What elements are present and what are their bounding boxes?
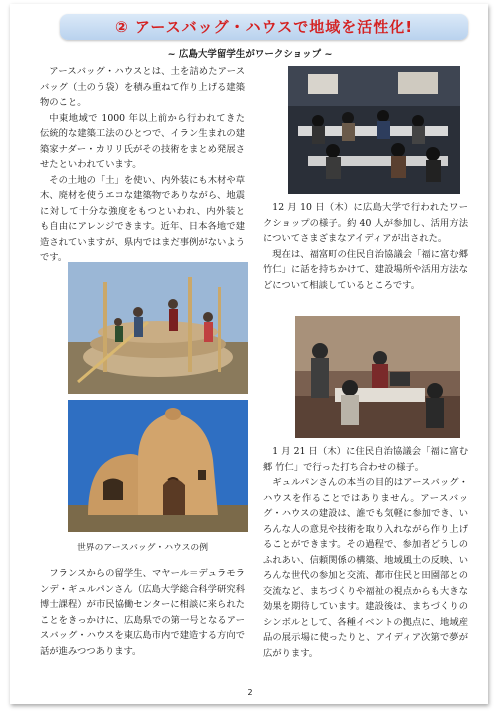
page-number: 2 <box>247 688 253 697</box>
right-column-text-top <box>263 200 468 293</box>
paragraph: ギュルパンさんの本当の目的はアースバッグ・ハウスを作ることではありません。アースバッグ・ハウスの建設は、誰でも気軽に参加でき、いろんな人の意見や技術を取り入れながら作り上げることができます。その過程で、参加者どうしのふれあい、信頼関係の構築、地域風土の反映、いろんな世代の参加と交流、都市住民と田園部との交流など、まちづくりや福祉の視点からも大きな効果を期待しています。建設後は、まちづくりのシンボルとして、各種イベントの拠点に、地域産品の展示場に使ったりと、アイディア次第で夢が広がります。 <box>263 477 468 659</box>
paragraph: 中東地域で 1000 年以上前から行われてきた伝統的な建築工法のひとつで、イラン生まれの建築家ナダー・カリリ氏がその技術をまとめ発展させたといわれています。 <box>40 112 245 170</box>
photo-caption: 世界のアースバッグ・ハウスの例 <box>77 543 208 553</box>
right-column-text-bottom <box>263 444 468 661</box>
paragraph: フランスからの留学生、マヤール＝デュラモランデ・ギュルパンさん（広島大学総合科学研究科博士課程）が市民協働センターに相談に来られたことをきっかけに、広島県での第一号となるアースバッグ・ハウスを東広島市内で建造する方向で話が進みつつあります。 <box>40 568 245 657</box>
paragraph: 現在は、福富町の住民自治協議会「福に富む郷 竹仁」に話を持ちかけて、建設場所や活用方法などについて相談しているところです。 <box>263 248 468 291</box>
page-subtitle: ~ 広島大学留学生がワークショップ ~ <box>167 49 333 60</box>
page-title: ② アースバッグ・ハウスで地域を活性化! <box>60 14 468 40</box>
paragraph: その土地の「土」を使い、内外装にも木材や草木、廃材を使うエコな建築物でありながら、地震に対して十分な強度をもつといわれ、内外装とも自由にアレンジできます。近年、日本各地で建造されていますが、県内ではまだ事例がないようです。 <box>40 174 245 263</box>
paragraph: アースバッグ・ハウスとは、土を詰めたアースバッグ（土のう袋）を積み重ねて作り上げる建築物のこと。 <box>40 66 245 108</box>
earthbag-house-photo <box>68 400 248 532</box>
paragraph: 12 月 10 日（木）に広島大学で行われたワークショップの様子。約 40 人が参加し、活用方法についてさまざまなアイディアが出された。 <box>263 202 468 244</box>
earthbag-construction-photo <box>68 262 248 394</box>
left-column-text <box>40 64 245 266</box>
workshop-photo <box>288 66 460 194</box>
left-column-bottom-text <box>40 566 245 659</box>
meeting-photo <box>295 316 460 438</box>
paragraph: 1 月 21 日（木）に住民自治協議会「福に富む郷 竹仁」で行った打ち合わせの様子。 <box>263 446 468 473</box>
